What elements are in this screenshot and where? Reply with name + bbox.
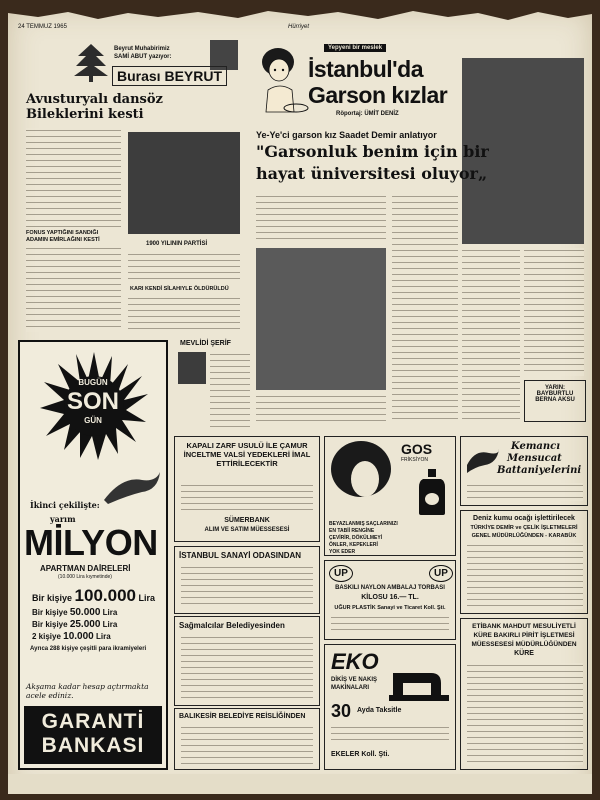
closing-text: Akşama kadar hesap açtırmakta acele ediniz. [26,682,149,700]
tomorrow-line2: BERNA AKSU [535,397,575,403]
header-date: 24 TEMMUZ 1965 [18,24,67,30]
page-header [18,24,578,32]
kemanci-line1: Kemancı [511,441,561,452]
mevlidi-section [174,338,254,432]
prize-prefix: Bir kişiye [32,608,68,617]
demir-line1: Deniz kumu ocağı işlettirilecek [473,515,575,522]
balikesir-ad [174,708,320,770]
waitress-headline-2: Garson kızlar [308,82,448,108]
beirut-banner: Burası BEYRUT [112,66,227,86]
kapali-body [181,483,313,513]
eko-months: 30 [331,701,352,721]
balikesir-body [181,725,313,765]
mevlidi-title: MEVLİDİ ŞERİF [180,340,231,347]
apartman-text: APARTMAN DAİRELERİ [40,564,131,573]
apartman-subtext: (10.000 Lira kıymetinde) [58,574,112,580]
son-text: SON [66,388,119,415]
etibank-line1: ETİBANK MAHDUT MESULİYETLİ [472,623,576,630]
prize-main-unit: Lira [138,593,156,603]
demir-line3: GENEL MÜDÜRLÜĞÜNDEN - KARABÜK [471,533,577,539]
waitress-byline: Röportaj: ÜMİT DENİZ [336,111,399,117]
waitress-cartoon-icon [254,46,310,120]
prize-unit: Lira [102,620,118,629]
bank-name-2: BANKASI [41,734,145,757]
seal-animal-icon [102,466,162,506]
saglik-body [181,635,313,701]
prize-unit: Lira [95,632,111,641]
prize-row-1 [32,607,117,618]
ikinci-text: İkinci çekilişte: [30,500,100,510]
beirut-author-line1: Beyrut Muhabirimiz [114,46,170,52]
waitress-text-col2 [392,194,458,420]
bird-logo-icon [465,445,501,475]
prize-value: 10.000 [63,631,94,642]
up-left-badge: UP [329,565,353,582]
demir-line2: TÜRKİYE DEMİR ve ÇELİK İŞLETMELERİ [470,525,578,531]
gos-brand: GOS [401,441,433,457]
beirut-subhead-1: FONUS YAPTIĞINI SANDIĞI ADAMIN EMİRLAĞINI KESTİ [26,230,100,243]
prize-row-3 [32,631,111,642]
sumerbank-sub: ALIM VE SATIM MÜESSESESİ [204,527,290,533]
gos-sub: FRİKSİYON [401,457,428,463]
gos-tagline-2: EN TABİİ RENGİNE [329,528,375,534]
prize-main-prefix: Bir kişiye [32,593,73,603]
eko-company: EKELER Koll. Şti. [331,751,390,758]
beirut-text-col1b [26,246,121,332]
bottom-margin [8,774,592,794]
extra-prizes-text: Ayrıca 288 kişiye çeşitli para ikramiyeleri [30,646,147,652]
gos-bottle-icon [417,467,447,517]
demir-body [467,543,583,609]
cedar-tree-icon [74,42,108,82]
beirut-text-col1 [26,128,121,228]
etibank-line4: KÜRE [514,650,534,657]
gos-tagline-1: BEYAZLANMIŞ SAÇLARINIZI [329,521,398,527]
etibank-body [467,663,583,765]
eko-brand: EKO [331,649,379,674]
kemanci-body [467,483,583,501]
eko-sub2: MAKİNALARI [331,685,369,691]
header-paper-name: Hürriyet [288,24,310,30]
etibank-line2: KÜRE BAKIRLI PİRİT İŞLETMESİ [473,632,575,639]
beirut-subhead-3: KARI KENDİ SİLAHIYLE ÖLDÜRÜLDÜ [130,286,229,292]
gos-tagline-3: ÇEVİRİR, DÖKÜLMEYİ [329,535,383,541]
prize-prefix: Bir kişiye [32,620,68,629]
prize-unit: Lira [102,608,118,617]
mevlidi-photo [178,352,206,384]
tomorrow-line1: BAYBURTLU [536,391,574,397]
saglik-title: Sağmalcılar Belediyesinden [179,621,285,630]
eko-body [331,725,449,745]
eko-ad [324,644,456,770]
gos-tagline-4: ÖNLER, KEPEKLERİ [329,542,378,548]
waitress-deck: Ye-Ye'ci garson kız Saadet Demir anlatıyor [256,130,437,140]
prize-value: 50.000 [69,607,101,618]
waitress-reading-photo [256,248,386,390]
waitress-intro-text [256,194,386,242]
prize-value: 25.000 [69,619,101,630]
balikesir-title: BALIKESİR BELEDİYE REİSLİĞİNDEN [179,713,306,720]
kapali-title: KAPALI ZARF USULÜ İLE ÇAMUR İNCELTME VALSİ YEDEKLERİ İMAL ETTİRİLECEKTİR [183,441,311,468]
demir-celik-ad [460,510,588,614]
beirut-text-col2 [128,252,240,284]
eko-months-text: Ayda Taksitle [357,707,402,714]
beirut-section [22,36,248,336]
naylon-torba-ad [324,560,456,640]
waitress-text-col4 [524,248,584,376]
sumerbank-name: SÜMERBANK [224,517,270,524]
garanti-ad [18,340,168,770]
waitress-headline-1: İstanbul'da [308,56,423,82]
etibank-line3: MÜESSESESİ MÜDÜRLÜĞÜNDEN [471,641,577,648]
bank-name-box [24,706,162,764]
naylon-line2: KİLOSU 16.— TL. [361,594,419,601]
beirut-text-col2b [128,296,240,332]
naylon-body [331,615,449,635]
sanayi-title: İSTANBUL SANAYİ ODASINDAN [179,551,302,560]
waitress-quote-1: "Garsonluk benim için bir [256,142,489,161]
beirut-party-photo [128,132,240,234]
waitress-quote-2: hayat üniversitesi oluyor„ [256,164,488,183]
milyon-text: MİLYON [24,522,158,563]
naylon-line1: BASKILI NAYLON AMBALAJ TORBASI [335,585,445,591]
naylon-line3: UĞUR PLASTİK Sanayi ve Ticaret Koll. Şti. [334,605,446,611]
prize-prefix: 2 kişiye [32,632,61,641]
bugun-text: BUGÜN [78,378,108,387]
prize-row-main [32,586,155,606]
waitress-photo-caption [256,394,386,424]
kemanci-line3: Battaniyelerini [497,465,582,476]
eko-sub1: DİKİŞ VE NAKIŞ [331,677,378,683]
bank-name-1: GARANTİ [41,710,145,733]
kemanci-line2: Mensucat [507,453,562,464]
yarim-text: yarım [50,514,76,524]
kemanci-ad [460,436,588,506]
sanayi-body [181,565,313,609]
kapali-zarf-ad [174,436,320,542]
beirut-subhead-2: 1900 YILININ PARTİSİ [146,241,208,247]
sanayi-odasi-ad [174,546,320,614]
etibank-ad [460,618,588,770]
up-right-badge: UP [429,565,453,582]
gos-ad [324,436,456,556]
prize-row-2 [32,619,117,630]
newspaper-page [8,8,592,794]
prize-main-value: 100.000 [74,586,136,605]
sewing-machine-icon [387,655,451,703]
gun-text: GÜN [84,416,102,425]
mevlidi-text [210,352,250,428]
beirut-author-line2: SAMİ ABUT yazıyor: [114,54,172,60]
sagmalcilar-ad [174,616,320,706]
waitress-text-col3 [462,248,520,424]
tomorrow-box [524,380,586,422]
gos-woman-icon [327,439,393,519]
waitress-kicker: Yepyeni bir meslek [324,44,386,52]
waitress-feature [252,36,588,432]
beirut-headline: Avusturyalı dansöz Bileklerini kesti [26,92,163,122]
tomorrow-label: YARIN: [544,385,566,391]
gos-tagline-5: YOK EDER [329,549,356,555]
